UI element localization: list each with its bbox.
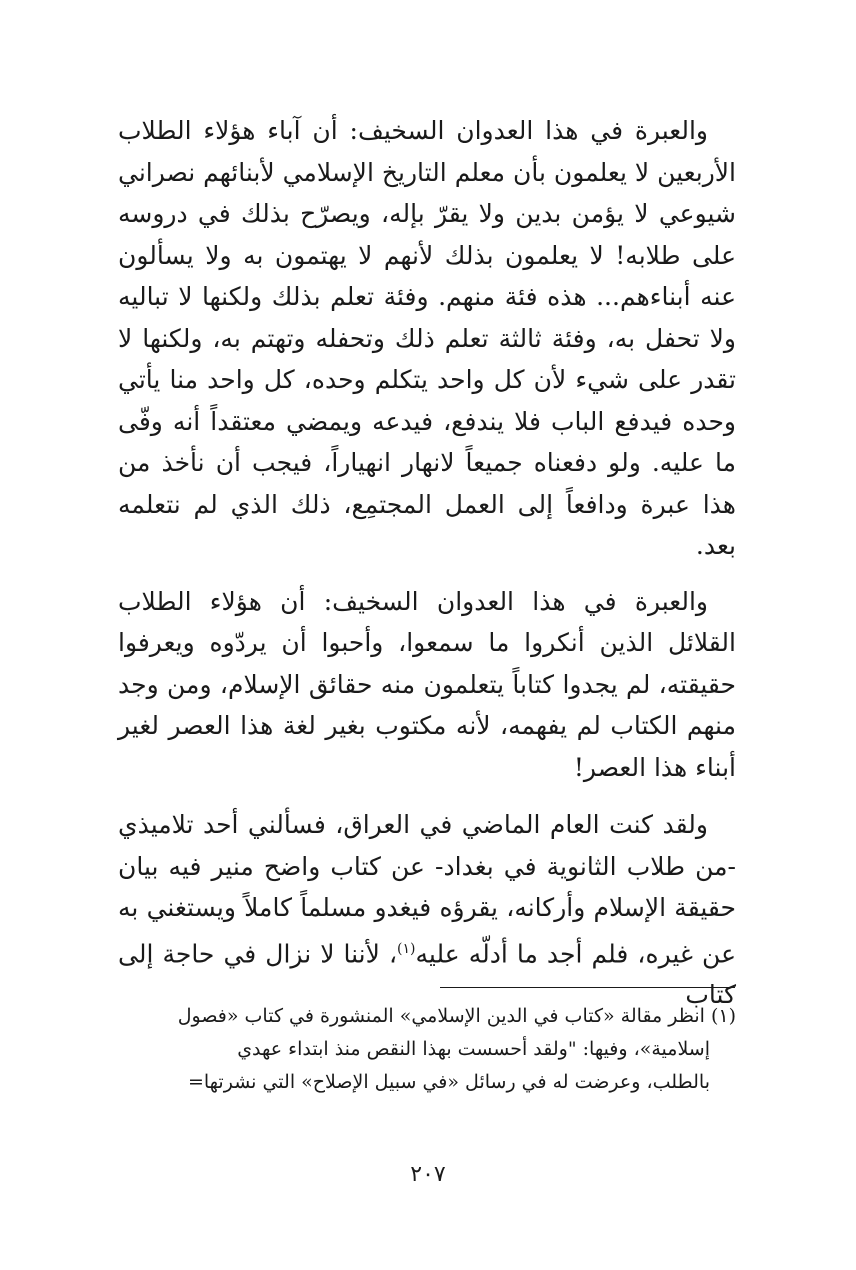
footnote-marker: (١) xyxy=(397,940,416,957)
paragraph-3 xyxy=(118,804,736,1016)
paragraph-3-text-end: ، لأننا لا نزال في حاجة إلى كتاب xyxy=(118,938,736,1010)
paragraph-3-text: ولقد كنت العام الماضي في العراق، فسألني أحد تلاميذي -من طلاب الثانوية في بغداد- عن كتاب واضح منير فيه بيان حقيقة الإسلام وأركانه، يقرؤه فيغدو مسلماً كاملاً ويستغني به عن غيره، فلم أجد ما أدلّه عليه xyxy=(118,810,736,968)
footnote-line-1: (١) انظر مقالة «كتاب في الدين الإسلامي» المنشورة في كتاب «فصول xyxy=(177,1005,736,1027)
paragraph-2: والعبرة في هذا العدوان السخيف: أن هؤلاء الطلاب القلائل الذين أنكروا ما سمعوا، وأحبوا أن يردّوه ويعرفوا حقيقته، لم يجدوا كتاباً يتعلمون منه حقائق الإسلام، ومن وجد منهم الكتاب لم يفهمه، لأنه مكتوب بغير لغة هذا العصر لغير أبناء هذا العصر! xyxy=(118,586,736,782)
footnote xyxy=(118,1000,736,1099)
footnote-line-2: إسلامية»، وفيها: "ولقد أحسست بهذا النقص منذ ابتداء عهدي xyxy=(237,1038,710,1060)
paragraph-1: والعبرة في هذا العدوان السخيف: أن آباء هؤلاء الطلاب الأربعين لا يعلمون بأن معلم التاريخ الإسلامي لأبنائهم نصراني شيوعي لا يؤمن بدين ولا يقرّ بإله، ويصرّح بذلك في دروسه على طلابه! لا يعلمون بذلك لأنهم لا يهتمون به ولا يسألون عنه أبناءهم... هذه فئة منهم. وفئة تعلم بذلك ولكنها لا تباليه ولا تحفل به، وفئة ثالثة تعلم ذلك وتحفله وتهتم به، ولكنها لا تقدر على شيء لأن كل واحد يتكلم وحده، كل واحد منا يأتي وحده فيدفع الباب فلا يندفع، فيدعه ويمضي معتقداً أنه وفّى ما عليه. ولو دفعناه جميعاً لانهار انهياراً، فيجب أن نأخذ من هذا عبرة ودافعاً إلى العمل المجتمِع، ذلك الذي لم نتعلمه بعد. xyxy=(118,116,736,560)
page-body xyxy=(118,110,736,1032)
page-number: ٢٠٧ xyxy=(410,1162,446,1187)
footnote-divider xyxy=(440,987,735,988)
footnote-line-3: بالطلب، وعرضت له في رسائل «في سبيل الإصلاح» التي نشرتها= xyxy=(187,1071,710,1093)
